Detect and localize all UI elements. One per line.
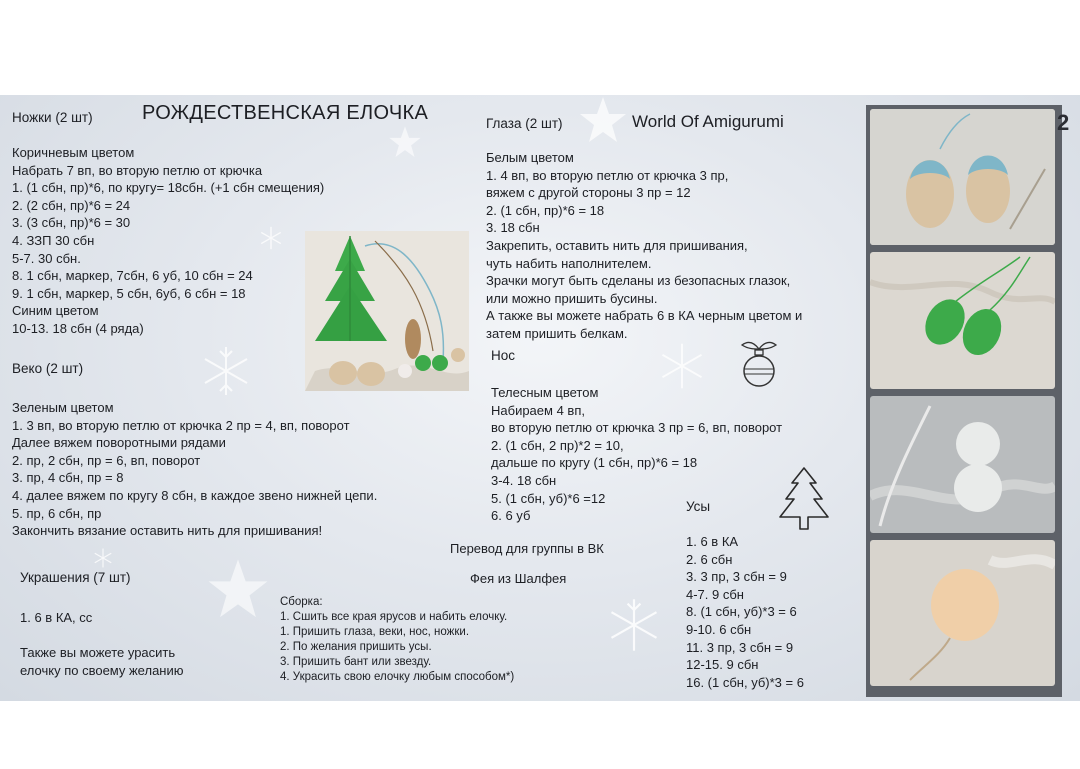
christmas-tree-outline-icon	[774, 465, 834, 533]
eyes-line: или можно пришить бусины.	[486, 290, 658, 306]
legs-heading: Ножки (2 шт)	[12, 110, 93, 125]
legs-line: 1. (1 сбн, пр)*6, по кругу= 18сбн. (+1 сбн смещения)	[12, 180, 325, 196]
legs-line: Набрать 7 вп, во вторую петлю от крючка	[12, 162, 263, 178]
nose-photo	[870, 540, 1055, 686]
eyelid-line: Зеленым цветом	[12, 400, 114, 415]
eyes-heading: Глаза (2 шт)	[486, 116, 563, 131]
nose-line: 6. 6 уб	[491, 508, 531, 524]
nose-heading: Нос	[491, 348, 516, 363]
legs-line: 10-13. 18 сбн (4 ряда)	[12, 320, 144, 336]
decor-line: 1. 6 в КА, сс	[20, 610, 93, 625]
eyelid-line: 5. пр, 6 сбн, пр	[12, 505, 102, 521]
eyelid-line: Далее вяжем поворотными рядами	[12, 435, 226, 451]
assembly-line: 1. Пришить глаза, веки, нос, ножки.	[280, 626, 470, 638]
eyelid-line: 3. пр, 4 сбн, пр = 8	[12, 470, 124, 486]
whiskers-line: 1. 6 в КА	[686, 534, 739, 549]
whiskers-line: 4-7. 9 сбн	[686, 586, 744, 602]
nose-line: 5. (1 сбн, уб)*6 =12	[491, 490, 606, 506]
star-icon	[578, 95, 628, 145]
whiskers-instructions	[686, 533, 804, 691]
legs-line: Синим цветом	[12, 303, 99, 319]
legs-line: Коричневым цветом	[12, 145, 135, 160]
nose-line: дальше по кругу (1 сбн, пр)*6 = 18	[491, 455, 698, 471]
assembly-line: 2. По желания пришить усы.	[280, 641, 432, 653]
eyes-instructions	[486, 149, 802, 343]
eyelid-instructions	[12, 399, 377, 540]
pattern-sheet	[0, 95, 1080, 701]
balls-photo	[870, 396, 1055, 533]
legs-line: 9. 1 сбн, маркер, 5 сбн, 6уб, 6 сбн = 18	[12, 285, 246, 301]
eyes-line: А также вы можете набрать 6 в КА черным цветом и	[486, 308, 803, 324]
whiskers-line: 9-10. 6 сбн	[686, 621, 752, 637]
decor-note	[20, 644, 184, 679]
eyes-line: чуть набить наполнителем.	[486, 255, 652, 271]
nose-line: во вторую петлю от крючка 3 пр = 6, вп, поворот	[491, 420, 783, 436]
brand-name: World Of Amigurumi	[632, 112, 784, 131]
eyelid-line: Закончить вязание оставить нить для пришивания!	[12, 523, 323, 539]
whiskers-line: 16. (1 сбн, уб)*3 = 6	[686, 674, 804, 690]
whiskers-line: 12-15. 9 сбн	[686, 657, 759, 673]
assembly-line: 3. Пришить бант или звезду.	[280, 656, 432, 668]
eyelids-photo	[870, 252, 1055, 389]
legs-instructions	[12, 144, 324, 338]
nose-line: Набираем 4 вп,	[491, 402, 585, 418]
whiskers-line: 3. 3 пр, 3 сбн = 9	[686, 569, 787, 585]
eyelid-line: 4. далее вяжем по кругу 8 сбн, в каждое звено нижней цепи.	[12, 487, 378, 503]
legs-line: 2. (2 сбн, пр)*6 = 24	[12, 197, 131, 213]
eyelid-line: 1. 3 вп, во вторую петлю от крючка 2 пр = 4, вп, поворот	[12, 417, 350, 433]
legs-line: 4. ЗЗП 30 сбн	[12, 232, 95, 248]
eyes-line: вяжем с другой стороны 3 пр = 12	[486, 185, 691, 201]
eyes-line: Белым цветом	[486, 150, 574, 165]
eyes-line: 1. 4 вп, во вторую петлю от крючка 3 пр,	[486, 167, 729, 183]
crochet-tree-image	[305, 231, 469, 391]
legs-line: 5-7. 30 сбн.	[12, 250, 81, 266]
whiskers-heading: Усы	[686, 499, 711, 514]
decor-note-line: Также вы можете урасить	[20, 645, 176, 660]
nose-line: 3-4. 18 сбн	[491, 472, 557, 488]
page-number: 2	[1057, 110, 1070, 135]
decor-heading: Украшения (7 шт)	[20, 570, 131, 585]
eyes-line: Зрачки могут быть сделаны из безопасных глазок,	[486, 273, 791, 289]
snowflake-icon	[198, 343, 254, 399]
eyes-line: затем пришить белкам.	[486, 325, 628, 341]
legs-line: 8. 1 сбн, маркер, 7сбн, 6 уб, 10 сбн = 24	[12, 268, 253, 284]
snowflake-icon	[604, 595, 664, 655]
snowflake-icon	[92, 547, 114, 569]
whiskers-line: 11. 3 пр, 3 сбн = 9	[686, 639, 794, 655]
assembly-line: 4. Украсить свою елочку любым способом*)	[280, 671, 515, 683]
whiskers-line: 8. (1 сбн, уб)*3 = 6	[686, 604, 797, 620]
nose-line: 2. (1 сбн, 2 пр)*2 = 10,	[491, 437, 624, 453]
tree-parts-photo	[305, 231, 469, 391]
whiskers-line: 2. 6 сбн	[686, 551, 733, 567]
star-icon	[206, 557, 270, 621]
nose-instructions	[491, 384, 782, 525]
legs-line: 3. (3 сбн, пр)*6 = 30	[12, 215, 131, 231]
nose-line: Телесным цветом	[491, 385, 599, 400]
assembly-section	[280, 595, 514, 685]
eyes-line: 3. 18 сбн	[486, 220, 540, 236]
eyelid-line: 2. пр, 2 сбн, пр = 6, вп, поворот	[12, 452, 201, 468]
eyes-photo	[870, 109, 1055, 245]
eyelid-heading: Веко (2 шт)	[12, 361, 84, 376]
translator-name: Фея из Шалфея	[470, 571, 567, 586]
decor-note-line: елочку по своему желанию	[20, 662, 184, 678]
eyes-line: 2. (1 сбн, пр)*6 = 18	[486, 202, 605, 218]
assembly-heading: Сборка:	[280, 596, 323, 608]
photo-strip	[866, 105, 1062, 697]
eyes-line: Закрепить, оставить нить для пришивания,	[486, 237, 748, 253]
page-title: РОЖДЕСТВЕНСКАЯ ЕЛОЧКА	[142, 102, 429, 124]
assembly-line: 1. Сшить все края ярусов и набить елочку.	[280, 611, 508, 623]
star-icon	[388, 125, 422, 159]
translation-credit: Перевод для группы в ВК	[450, 541, 604, 556]
